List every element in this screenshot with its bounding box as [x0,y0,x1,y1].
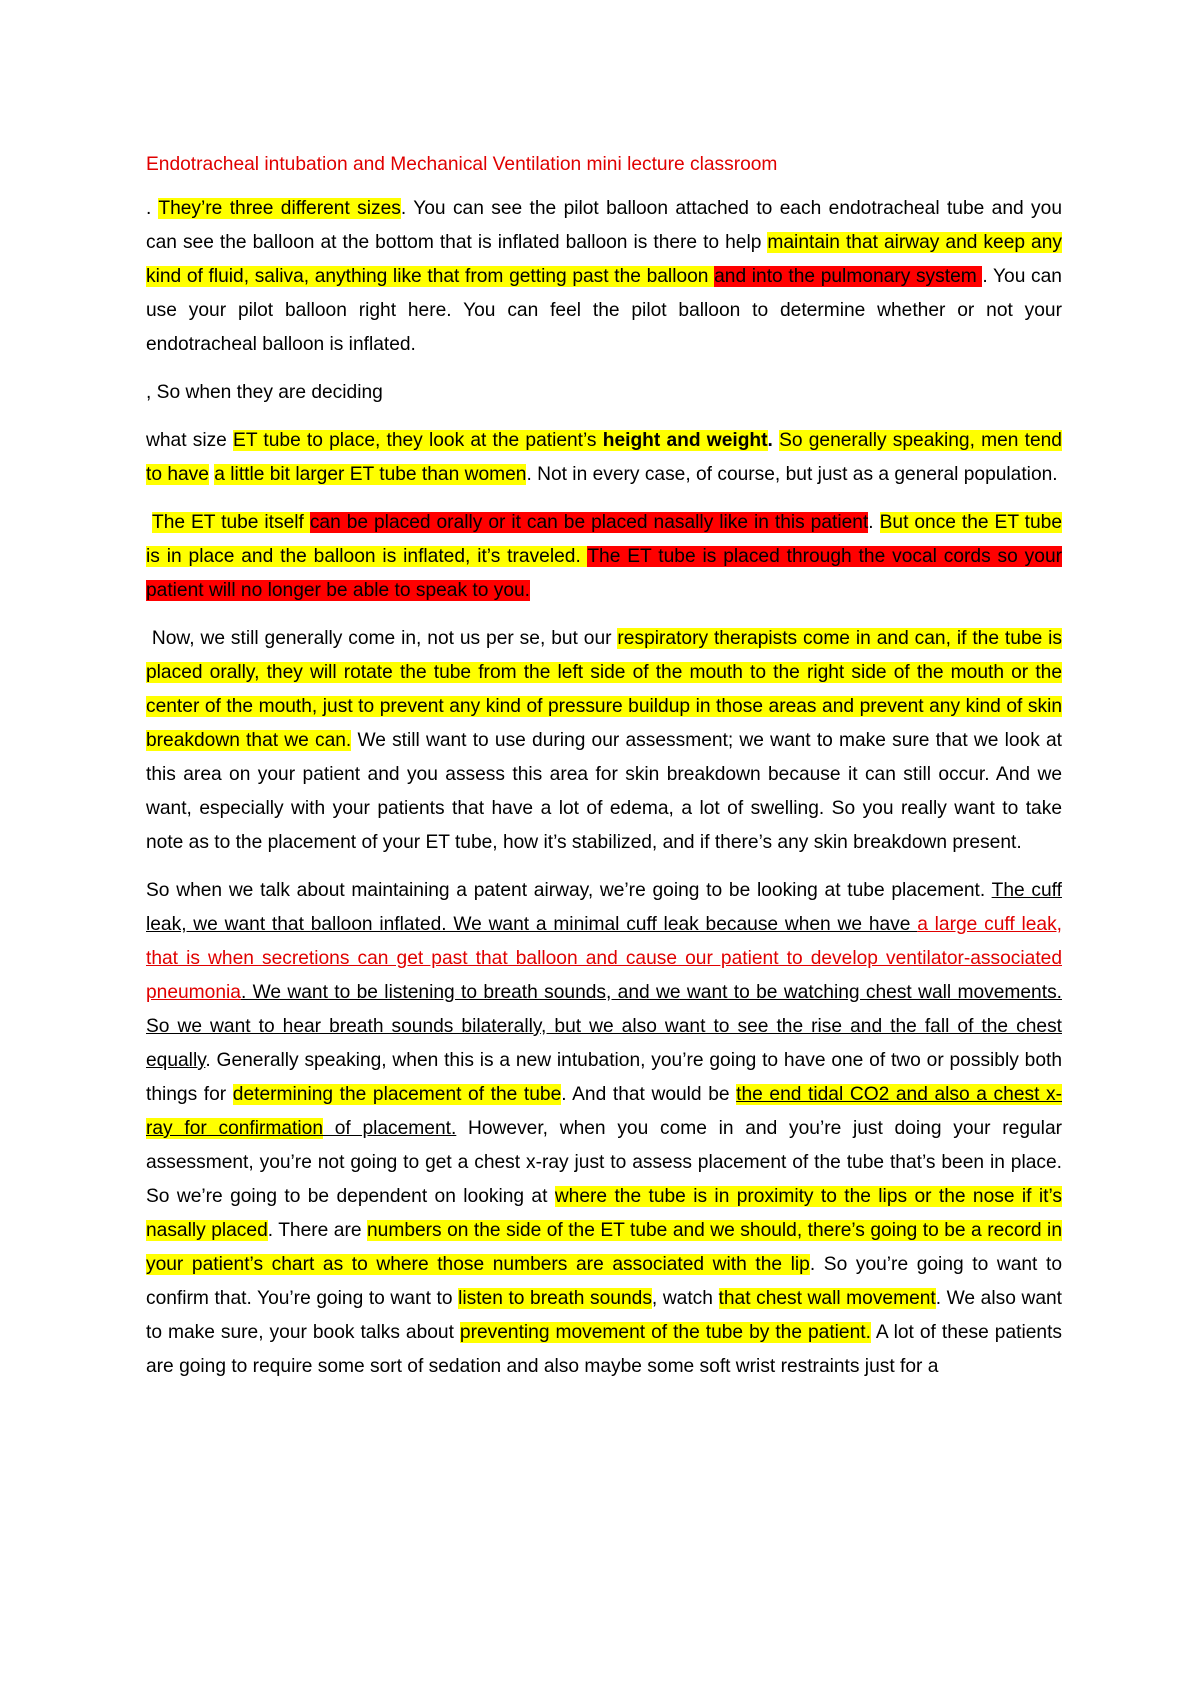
text-run: respiratory therapists come in and can, if the tube is placed orally, they will rotate the tube from the left side of the mouth to the right side of the mouth or the center of the mouth, just to prevent any kind of pressure buildup in those areas and prevent any kind of skin breakdown that we can. [146,628,1063,751]
document-page [146,148,1062,1398]
paragraph-et-tube-sizes [146,192,1062,362]
text-run: The ET tube itself [151,512,310,533]
text-run: can be placed orally or it can be placed nasally like in this patient [309,512,869,533]
text-run: The ET tube is placed through the vocal cords so your patient will no longer be able to speak to you. [146,546,1063,601]
text-run: Now, we still generally come in, not us per se, but our [146,628,618,649]
paragraph-respiratory-therapists [146,622,1062,860]
text-run: preventing movement of the tube by the patient. [459,1322,871,1343]
text-run: . There are [267,1220,367,1241]
text-run: that chest wall movement [718,1288,936,1309]
text-run: The cuff leak, we want that balloon inflated. We want a minimal cuff leak because when we have [146,880,1062,935]
text-run: However, when you come in and you’re just doing your regular assessment, you’re not going to get a chest x-ray just to assess placement of the tube that’s been in place. So we’re going to be dependent on looking at [146,1118,1062,1207]
text-run: the end tidal CO2 and also a chest x-ray for confirmation [146,1084,1063,1139]
text-run: a little bit larger ET tube than women [214,464,527,485]
text-run: They’re three different sizes [158,198,401,219]
text-run: of placement. [323,1118,457,1139]
text-run: . You can use your pilot balloon right here. You can feel the pilot balloon to determine whether or not your endotracheal balloon is inflated. [146,266,1062,355]
text-run: a large cuff leak, that is when secretions can get past that balloon and cause our patient to develop ventilator-associated pneumonia [146,914,1062,1003]
text-run: . So you’re going to want to confirm that. You’re going to want to [146,1254,1062,1309]
paragraph-patent-airway [146,874,1062,1384]
text-run: . You can see the pilot balloon attached to each endotracheal tube and you can see the balloon at the bottom that is inflated balloon is there to help [146,198,1062,253]
document-title: Endotracheal intubation and Mechanical Ventilation mini lecture classroom [146,154,778,175]
text-run: . [767,430,773,451]
text-run: But once the ET tube is in place and the balloon is inflated, it’s traveled. [146,512,1063,567]
paragraph-tube-size [146,424,1062,492]
text-run: maintain that airway and keep any kind of fluid, saliva, anything like that from getting past the balloon [146,232,1062,287]
text-run: . Generally speaking, when this is a new intubation, you’re going to have one of two or possibly both things for [146,1050,1062,1105]
text-run: listen to breath sounds [458,1288,652,1309]
text-run: . And that would be [561,1084,737,1105]
text-run: determining the placement of the tube [232,1084,562,1105]
paragraph-deciding [146,376,1062,410]
text-run: , watch [651,1288,719,1309]
text-run: ET tube to place, they look at the patient’s [233,430,603,451]
text-run: A lot of these patients are going to require some sort of sedation and also maybe some soft wrist restraints just for a [146,1322,1062,1377]
paragraph-placement [146,506,1062,608]
text-run: . [146,198,159,219]
text-run: We still want to use during our assessment; we want to make sure that we look at this area on your patient and you assess this area for skin breakdown because it can still occur. And we want, especially with your patients that have a lot of edema, a lot of swelling. So you really want to take note as to the placement of your ET tube, how it’s stabilized, and if there’s any skin breakdown present. [146,730,1062,853]
text-run: . Not in every case, of course, but just as a general population. [526,464,1058,485]
text-run: So generally speaking, men tend to have [146,430,1062,485]
text-run: . [868,512,880,533]
text-run: numbers on the side of the ET tube and we should, there’s going to be a record in your patient’s chart as to where those numbers are associated with the lip [146,1220,1062,1275]
text-run: and into the pulmonary system [714,266,983,287]
text-run: . We also want to make sure, your book talks about [146,1288,1062,1343]
text-run: , So when they are deciding [146,382,383,403]
text-run: . We want to be listening to breath sounds, and we want to be watching chest wall movements. So we want to hear breath sounds bilaterally, but we also want to see the rise and the fall of the chest equally [146,982,1062,1071]
text-run: So when we talk about maintaining a patent airway, we’re going to be looking at tube placement. [146,880,992,901]
text-run: what size [146,430,234,451]
text-run: where the tube is in proximity to the lips or the nose if it’s nasally placed [146,1186,1062,1241]
text-run: height and weight [602,430,768,451]
